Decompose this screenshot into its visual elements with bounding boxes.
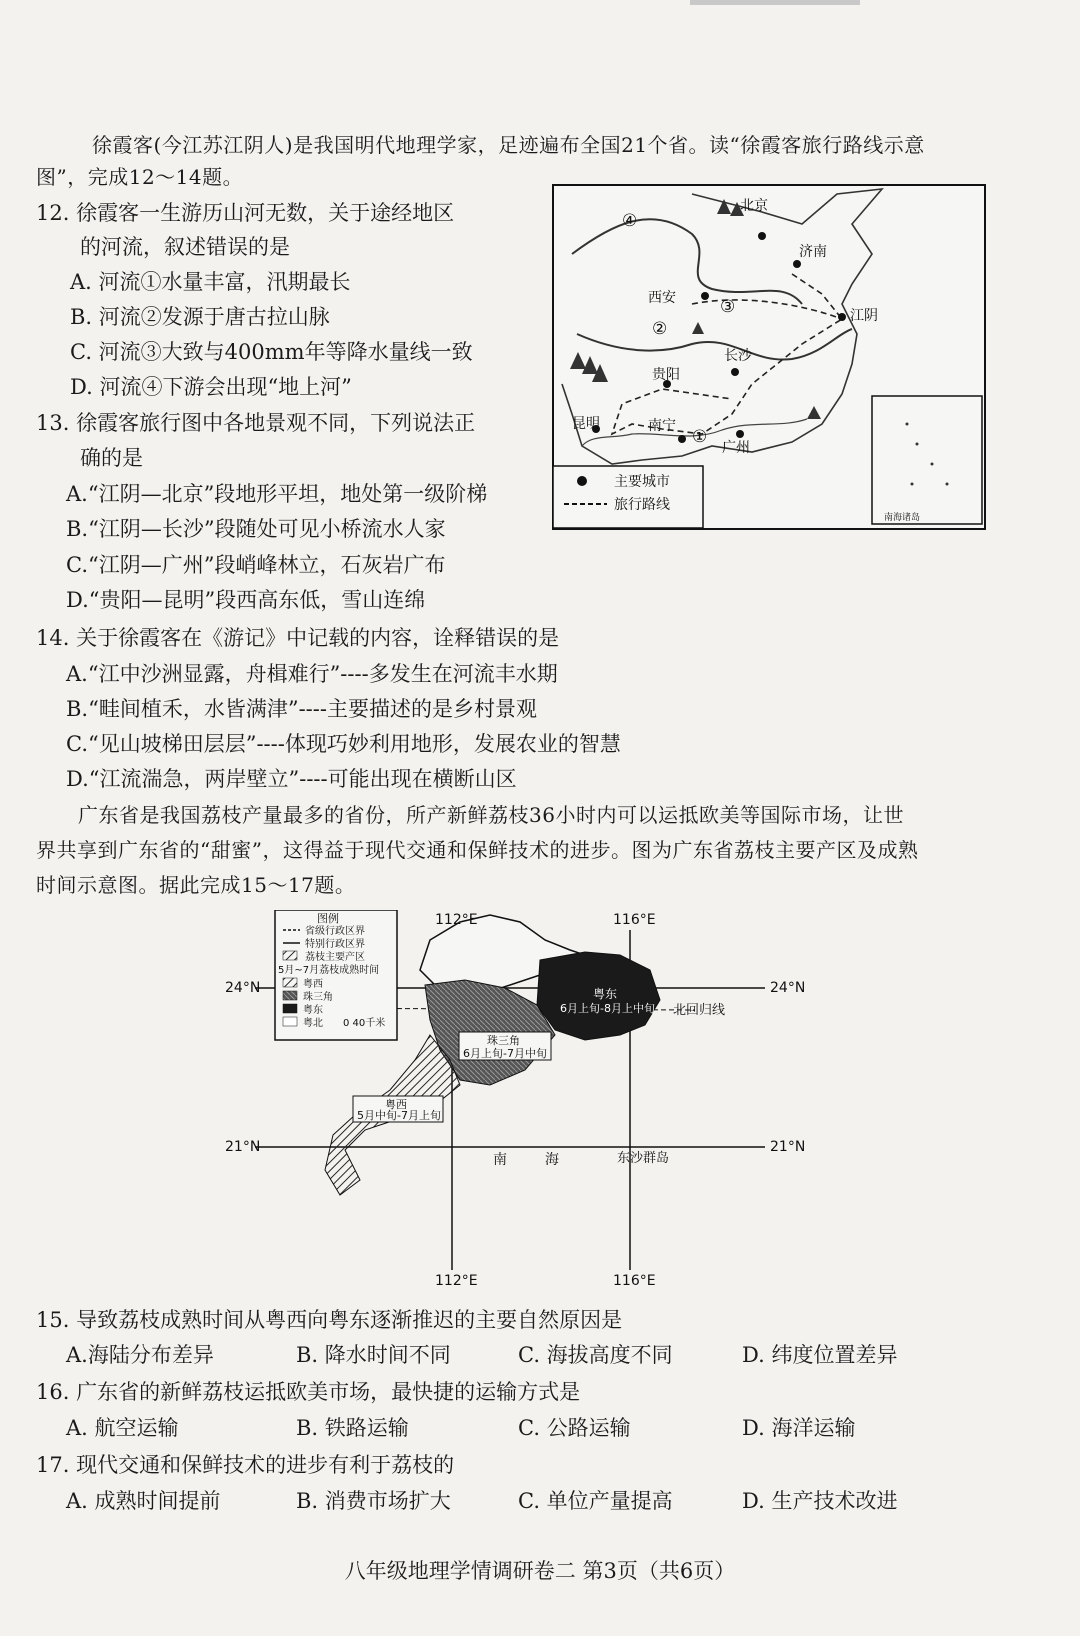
city-label-xian: 西安 (648, 290, 676, 306)
q12-option-b: B. 河流②发源于唐古拉山脉 (70, 305, 330, 329)
tropic-label: 北回归线 (673, 1003, 726, 1018)
legend-item-province: 省级行政区界 (305, 926, 365, 937)
river-marker-4: ④ (622, 211, 638, 231)
lat-label-24-left: 24°N (225, 980, 261, 996)
q12-option-d: D. 河流④下游会出现“地上河” (70, 375, 352, 399)
legend-region-yuedong: 粤东 (303, 1005, 323, 1016)
intro2-line3: 时间示意图。据此完成15～17题。 (36, 873, 356, 897)
q14-stem: 14. 关于徐霞客在《游记》中记载的内容，诠释错误的是 (36, 626, 560, 650)
q12-option-a: A. 河流①水量丰富，汛期最长 (70, 270, 351, 294)
q16-option-d: D. 海洋运输 (742, 1416, 856, 1440)
lon-label-116-top: 116°E (613, 912, 656, 928)
intro2-line1: 广东省是我国荔枝产量最多的省份，所产新鲜荔枝36小时内可以运抵欧美等国际市场，让世 (78, 803, 904, 827)
lon-label-112-bottom: 112°E (435, 1273, 478, 1289)
q15-option-a: A.海陆分布差异 (66, 1343, 214, 1367)
sea-label-nan: 南 (493, 1152, 507, 1168)
lat-label-21-left: 21°N (225, 1139, 261, 1155)
legend-item-sar: 特别行政区界 (305, 939, 365, 950)
lat-label-24-right: 24°N (770, 980, 806, 996)
page-footer: 八年级地理学情调研卷二 第3页（共6页） (344, 1559, 736, 1583)
guangdong-lychee-map (225, 910, 825, 1290)
city-label-guiyang: 贵阳 (652, 367, 680, 383)
q15-stem: 15. 导致荔枝成熟时间从粤西向粤东逐渐推迟的主要自然原因是 (36, 1308, 623, 1332)
city-label-jinan: 济南 (799, 244, 827, 260)
q13-stem-line2: 确的是 (80, 446, 143, 470)
q16-option-a: A. 航空运输 (66, 1416, 179, 1440)
west-name-label: 粤西 (385, 1098, 407, 1111)
q17-option-d: D. 生产技术改进 (742, 1489, 898, 1513)
lon-label-112-top: 112°E (435, 912, 478, 928)
q17-option-b: B. 消费市场扩大 (296, 1489, 451, 1513)
legend-region-prd: 珠三角 (303, 992, 333, 1003)
q17-option-c: C. 单位产量提高 (518, 1489, 673, 1513)
legend-region-yuexi: 粤西 (303, 979, 323, 990)
intro1-line1: 徐霞客(今江苏江阴人)是我国明代地理学家，足迹遍布全国21个省。读“徐霞客旅行路线示意 (92, 133, 925, 157)
west-time-label: 5月中旬-7月上旬 (357, 1109, 441, 1122)
xu-xiake-route-map (552, 184, 986, 530)
river-marker-1: ① (692, 427, 708, 447)
q17-option-a: A. 成熟时间提前 (66, 1489, 221, 1513)
legend-scale: 0 40千米 (343, 1018, 386, 1029)
legend-route-label: 旅行路线 (614, 497, 670, 513)
river-marker-2: ② (652, 319, 668, 339)
q12-stem-line1: 12. 徐霞客一生游历山河无数，关于途经地区 (36, 201, 455, 225)
q13-option-d: D.“贵阳—昆明”段西高东低，雪山连绵 (66, 588, 426, 612)
intro1-line2: 图”，完成12～14题。 (36, 165, 244, 189)
lat-label-21-right: 21°N (770, 1139, 806, 1155)
q13-option-a: A.“江阴—北京”段地形平坦，地处第一级阶梯 (66, 482, 488, 506)
q14-option-b: B.“畦间植禾，水皆满津”----主要描述的是乡村景观 (66, 697, 537, 721)
q15-option-b: B. 降水时间不同 (296, 1343, 451, 1367)
legend-city-label: 主要城市 (614, 474, 670, 490)
city-label-changsha: 长沙 (724, 348, 752, 364)
city-label-nanning: 南宁 (648, 418, 676, 434)
city-label-guangzhou: 广州 (722, 440, 750, 456)
scan-edge-mark (690, 0, 860, 5)
q12-option-c: C. 河流③大致与400mm年等降水量线一致 (70, 340, 473, 364)
east-name-label: 粤东 (593, 987, 618, 1001)
q15-option-d: D. 纬度位置差异 (742, 1343, 898, 1367)
q14-option-c: C.“见山坡梯田层层”----体现巧妙利用地形，发展农业的智慧 (66, 732, 621, 756)
lon-label-116-bottom: 116°E (613, 1273, 656, 1289)
inset-label: 南海诸岛 (884, 513, 921, 523)
legend-title: 图例 (317, 912, 339, 925)
q14-option-a: A.“江中沙洲显露，舟楫难行”----多发生在河流丰水期 (66, 662, 558, 686)
intro2-line2: 界共享到广东省的“甜蜜”，这得益于现代交通和保鲜技术的进步。图为广东省荔枝主要产区及成熟 (36, 838, 919, 862)
q12-stem-line2: 的河流，叙述错误的是 (80, 235, 290, 259)
legend-region-yuebei: 粤北 (303, 1018, 323, 1029)
city-label-beijing: 北京 (740, 198, 768, 214)
legend-time-label: 5月~7月荔枝成熟时间 (278, 965, 380, 976)
river-marker-3: ③ (720, 297, 736, 317)
sea-label-hai: 海 (545, 1152, 559, 1168)
q13-stem-line1: 13. 徐霞客旅行图中各地景观不同，下列说法正 (36, 411, 476, 435)
city-label-jiangyin: 江阴 (850, 308, 878, 324)
q17-stem: 17. 现代交通和保鲜技术的进步有利于荔枝的 (36, 1453, 455, 1477)
q15-option-c: C. 海拔高度不同 (518, 1343, 673, 1367)
legend-item-area: 荔枝主要产区 (305, 952, 365, 963)
island-label: 东沙群岛 (617, 1151, 670, 1166)
east-time-label: 6月上旬-8月上中旬 (560, 1002, 655, 1015)
q13-option-c: C.“江阴—广州”段峭峰林立，石灰岩广布 (66, 553, 446, 577)
q16-stem: 16. 广东省的新鲜荔枝运抵欧美市场，最快捷的运输方式是 (36, 1380, 581, 1404)
prd-name-label: 珠三角 (487, 1034, 520, 1047)
q16-option-c: C. 公路运输 (518, 1416, 631, 1440)
prd-time-label: 6月上旬-7月中旬 (463, 1047, 547, 1060)
q14-option-d: D.“江流湍急，两岸壁立”----可能出现在横断山区 (66, 767, 517, 791)
q16-option-b: B. 铁路运输 (296, 1416, 409, 1440)
q13-option-b: B.“江阴—长沙”段随处可见小桥流水人家 (66, 517, 446, 541)
city-label-kunming: 昆明 (572, 416, 600, 432)
